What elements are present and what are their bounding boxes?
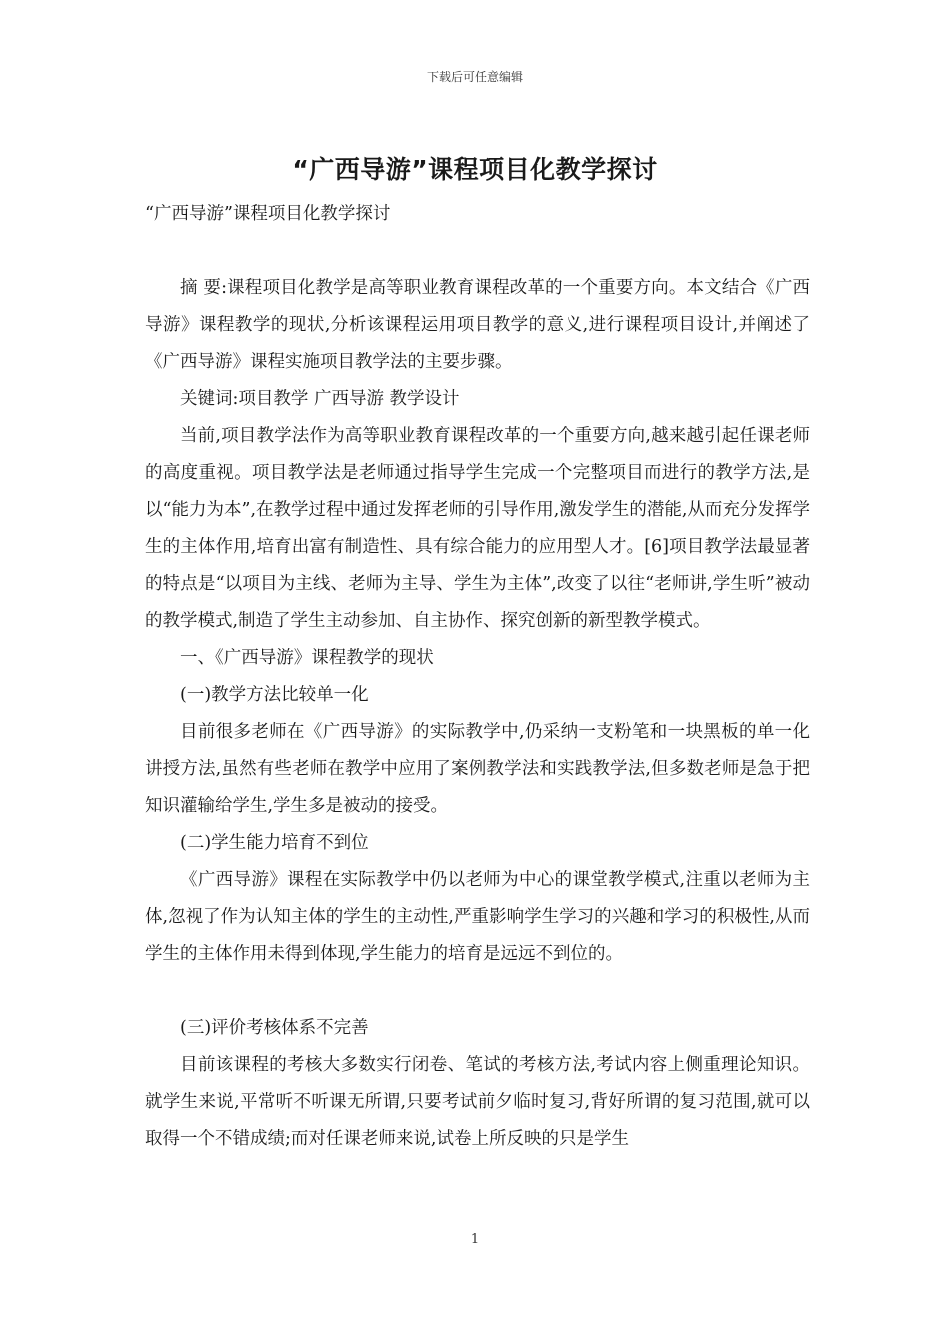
page-number: 1 <box>470 1232 480 1247</box>
subsection-heading-3: (三)评价考核体系不完善 <box>180 1018 369 1038</box>
subsection-heading-1: (一)教学方法比较单一化 <box>180 685 369 705</box>
keywords-paragraph: 关键词:项目教学 广西导游 教学设计 <box>180 389 460 409</box>
document-body <box>145 196 810 1158</box>
document-subtitle: “广西导游”课程项目化教学探讨 <box>145 204 391 224</box>
document-title: “广西导游”课程项目化教学探讨 <box>292 155 658 184</box>
body-paragraph-2: 《广西导游》课程在实际教学中仍以老师为中心的课堂教学模式,注重以老师为主体,忽视了作为认知主体的学生的主动性,严重影响学生学习的兴趣和学习的积极性,从而学生的主体作用未得到体现,学生能力的培育是远远不到位的。 <box>145 870 810 964</box>
header-note: 下载后可任意编辑 <box>426 70 523 84</box>
body-paragraph-3: 目前该课程的考核大多数实行闭卷、笔试的考核方法,考试内容上侧重理论知识。就学生来说,平常听不听课无所谓,只要考试前夕临时复习,背好所谓的复习范围,就可以取得一个不错成绩;而对任课老师来说,试卷上所反映的只是学生 <box>145 1055 810 1149</box>
intro-paragraph: 当前,项目教学法作为高等职业教育课程改革的一个重要方向,越来越引起任课老师的高度重视。项目教学法是老师通过指导学生完成一个完整项目而进行的教学方法,是以“能力为本”,在教学过程中通过发挥老师的引导作用,激发学生的潜能,从而充分发挥学生的主体作用,培育出富有制造性、具有综合能力的应用型人才。[6]项目教学法最显著的特点是“以项目为主线、老师为主导、学生为主体”,改变了以往“老师讲,学生听”被动的教学模式,制造了学生主动参加、自主协作、探究创新的新型教学模式。 <box>145 426 810 631</box>
abstract-paragraph: 摘 要:课程项目化教学是高等职业教育课程改革的一个重要方向。本文结合《广西导游》课程教学的现状,分析该课程运用项目教学的意义,进行课程项目设计,并阐述了《广西导游》课程实施项目教学法的主要步骤。 <box>145 278 810 372</box>
subsection-heading-2: (二)学生能力培育不到位 <box>180 833 369 853</box>
body-paragraph-1: 目前很多老师在《广西导游》的实际教学中,仍采纳一支粉笔和一块黑板的单一化讲授方法,虽然有些老师在教学中应用了案例教学法和实践教学法,但多数老师是急于把知识灌输给学生,学生多是被动的接受。 <box>145 722 810 816</box>
section-heading-1: 一、《广西导游》课程教学的现状 <box>180 648 434 668</box>
